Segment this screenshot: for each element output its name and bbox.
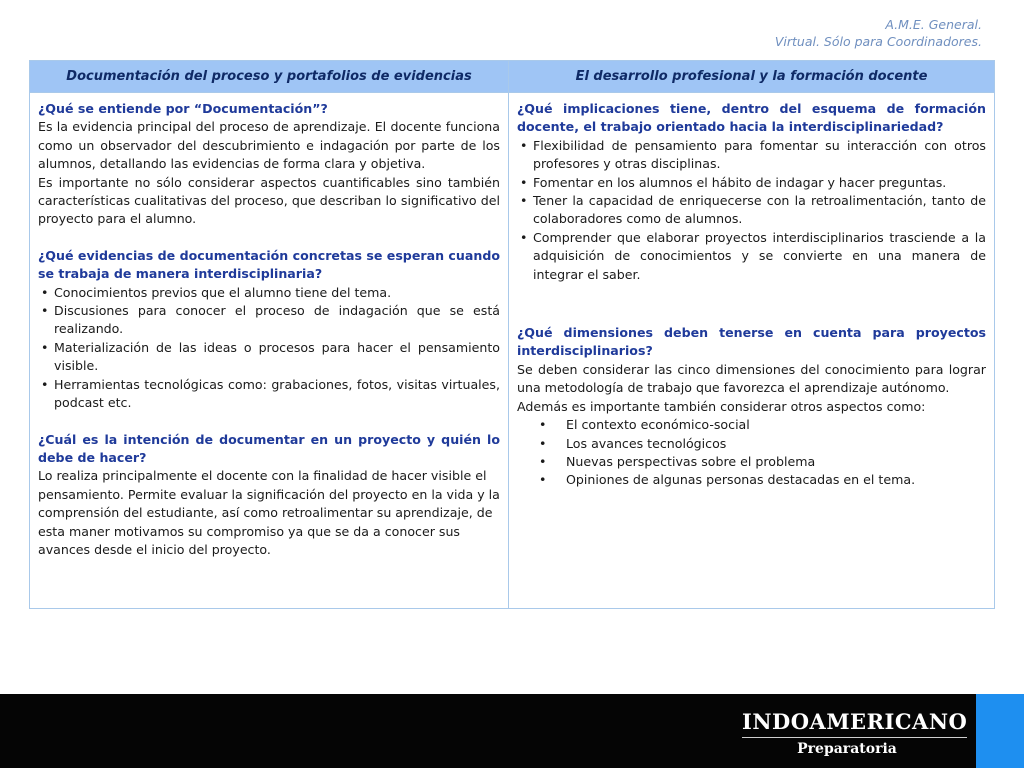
implications-list (517, 137, 986, 284)
left-cell (30, 93, 509, 608)
brand-subtitle: Preparatoria (797, 741, 897, 757)
footer-bar (0, 694, 1024, 768)
question-documentation-intention: ¿Cuál es la intención de documentar en un proyecto y quién lo debe de hacer? (38, 431, 500, 465)
column-header-professional-development: El desarrollo profesional y la formación docente (509, 61, 994, 93)
question-documentation-definition: ¿Qué se entiende por “Documentación”? (38, 101, 328, 116)
paragraph-qualitative: Es importante no sólo considerar aspectos cuantificables sino también características cualitativas del proceso, que describan lo significativo del proyecto para el alumno. (38, 174, 500, 227)
question-training-implications: ¿Qué implicaciones tiene, dentro del esquema de formación docente, el trabajo orientado hacia la interdisciplinariedad? (517, 101, 986, 135)
list-item: • Fomentar en los alumnos el hábito de indagar y hacer preguntas. (517, 174, 986, 192)
aspects-list (517, 416, 986, 490)
paragraph-five-dimensions: Se deben considerar las cinco dimensiones del conocimiento para lograr una metodología de trabajo que favorezca el aprendizaje autónomo. (517, 361, 986, 396)
header-note (775, 16, 982, 50)
paragraph-teacher-role: Lo realiza principalmente el docente con la finalidad de hacer visible el pensamiento. Permite evaluar la significación del proyecto en la vida y la comprensión del estudiante, así como retroalimentar su aprendizaje, de esta maner motivamos su compromiso ya que se da a conocer sus avances desde el inicio del proyecto. (38, 468, 500, 557)
column-header-documentation: Documentación del proceso y portafolios de evidencias (30, 61, 509, 93)
header-note-line-2: Virtual. Sólo para Coordinadores. (774, 34, 982, 49)
question-dimensions: ¿Qué dimensiones deben tenerse en cuenta para proyectos interdisciplinarios? (517, 325, 986, 359)
evidences-list (38, 284, 500, 413)
right-cell (509, 93, 994, 608)
footer-accent-block (976, 694, 1024, 768)
question-evidences-expected: ¿Qué evidencias de documentación concretas se esperan cuando se trabaja de manera interdisciplinaria? (38, 247, 500, 282)
list-item: • Herramientas tecnológicas como: grabaciones, fotos, visitas virtuales, podcast etc. (38, 376, 500, 413)
list-item: • Tener la capacidad de enriquecerse con la retroalimentación, tanto de colaboradores como de alumnos. (517, 192, 986, 229)
content-table (29, 60, 995, 609)
list-item: • Discusiones para conocer el proceso de indagación que se está realizando. (38, 302, 500, 339)
brand-name: INDOAMERICANO (742, 709, 967, 738)
list-item: • Flexibilidad de pensamiento para fomentar su interacción con otros profesores y otras disciplinas. (517, 137, 986, 174)
paragraph-other-aspects: Además es importante también considerar otros aspectos como: (517, 398, 926, 414)
list-item: • Comprender que elaborar proyectos interdisciplinarios trasciende a la adquisición de conocimientos y se convierte en una manera de integrar el saber. (517, 229, 986, 284)
header-note-line-1: A.M.E. General. (885, 17, 982, 32)
list-item: • Opiniones de algunas personas destacadas en el tema. (517, 471, 986, 489)
paragraph-evidence: Es la evidencia principal del proceso de aprendizaje. El docente funciona como un observador del descubrimiento e indagación por parte de los alumnos, detallando las evidencias de forma clara y objetiva. (38, 119, 500, 172)
list-item: • Conocimientos previos que el alumno tiene del tema. (38, 284, 500, 302)
list-item: • Los avances tecnológicos (517, 435, 986, 453)
list-item: • Nuevas perspectivas sobre el problema (517, 453, 986, 471)
brand-logo (742, 709, 968, 757)
list-item: • El contexto económico-social (517, 416, 986, 434)
list-item: • Materialización de las ideas o procesos para hacer el pensamiento visible. (38, 339, 500, 376)
